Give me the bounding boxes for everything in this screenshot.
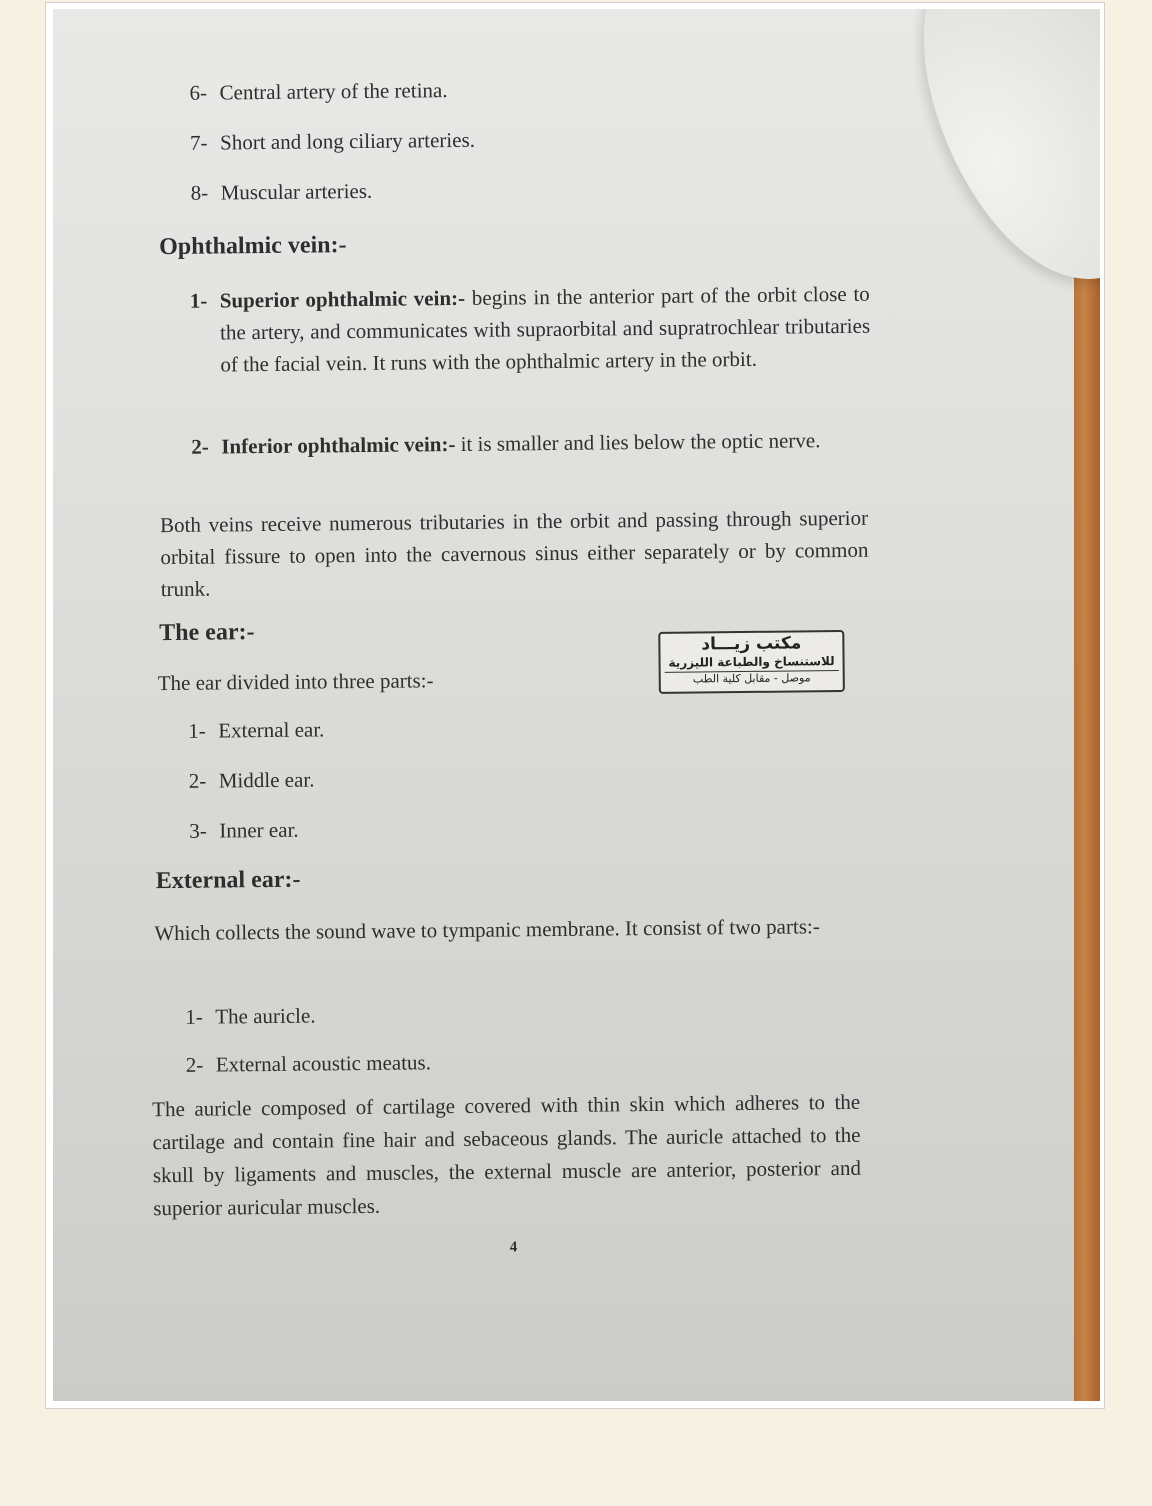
list-item	[189, 809, 789, 843]
list-item	[191, 424, 871, 463]
section-heading: The ear:-	[159, 619, 255, 647]
document-photo	[53, 9, 1100, 1401]
section-heading: External ear:-	[155, 866, 301, 895]
page-number: 4	[509, 1239, 518, 1256]
list-text: External acoustic meatus.	[215, 1050, 432, 1077]
list-text: Inner ear.	[219, 817, 299, 843]
list-item	[189, 119, 890, 155]
list-item	[185, 1043, 786, 1077]
list-item	[189, 69, 889, 105]
list-number: 1-	[188, 718, 206, 743]
list-text: Muscular arteries.	[220, 178, 373, 205]
office-stamp	[658, 630, 845, 694]
section-intro: The ear divided into three parts:-	[157, 668, 434, 696]
list-item	[190, 169, 890, 205]
section-heading: Ophthalmic vein:-	[159, 232, 347, 261]
list-number: 2-	[188, 768, 207, 793]
list-number: 1-	[189, 288, 208, 313]
list-number: 7-	[189, 130, 208, 155]
list-text: The auricle.	[215, 1003, 316, 1029]
section-intro: Which collects the sound wave to tympanic membrane. It consist of two parts:-	[154, 914, 820, 946]
list-item	[188, 709, 788, 743]
list-number: 8-	[190, 180, 209, 205]
stamp-line: للاستنساخ والطباعة الليزرية	[668, 654, 835, 670]
list-number: 1-	[185, 1004, 203, 1029]
stamp-line: مكتب زيـــاد	[701, 633, 802, 655]
stamp-line: موصل - مقابل كلية الطب	[665, 670, 839, 687]
list-number: 2-	[185, 1052, 204, 1077]
document-page	[53, 9, 1100, 1401]
list-paragraph	[220, 278, 871, 381]
list-paragraph	[221, 424, 871, 463]
term-title: Inferior ophthalmic vein:-	[221, 432, 456, 459]
list-text: External ear.	[218, 717, 325, 743]
list-number: 3-	[189, 818, 207, 843]
list-number: 2-	[191, 434, 209, 459]
term-title: Superior ophthalmic vein:-	[219, 285, 466, 313]
list-item	[190, 278, 871, 381]
body-paragraph: Both veins receive numerous tributaries in the orbit and passing through superior orbital fissure to open into the cavernous sinus either separately or by common trunk.	[159, 505, 869, 602]
list-text: Central artery of the retina.	[219, 78, 448, 105]
term-text: it is smaller and lies below the optic nerve.	[460, 428, 821, 456]
list-item	[185, 995, 785, 1029]
term-text: begins in the anterior part of the orbit close to the artery, and communicates with supraorbital and supratrochlear tributaries of the facial vein. It runs with the ophthalmic artery in the orbit.	[219, 281, 871, 377]
body-paragraph: The auricle composed of cartilage covered with thin skin which adheres to the cartilage and contain fine hair and sebaceous glands. The auricle attached to the skull by ligaments and muscles, the external muscle are anterior, posterior and superior auricular muscles.	[152, 1089, 861, 1221]
list-text: Short and long ciliary arteries.	[219, 127, 476, 155]
list-text: Middle ear.	[218, 767, 315, 793]
list-number: 6-	[189, 80, 208, 105]
list-item	[188, 759, 789, 793]
